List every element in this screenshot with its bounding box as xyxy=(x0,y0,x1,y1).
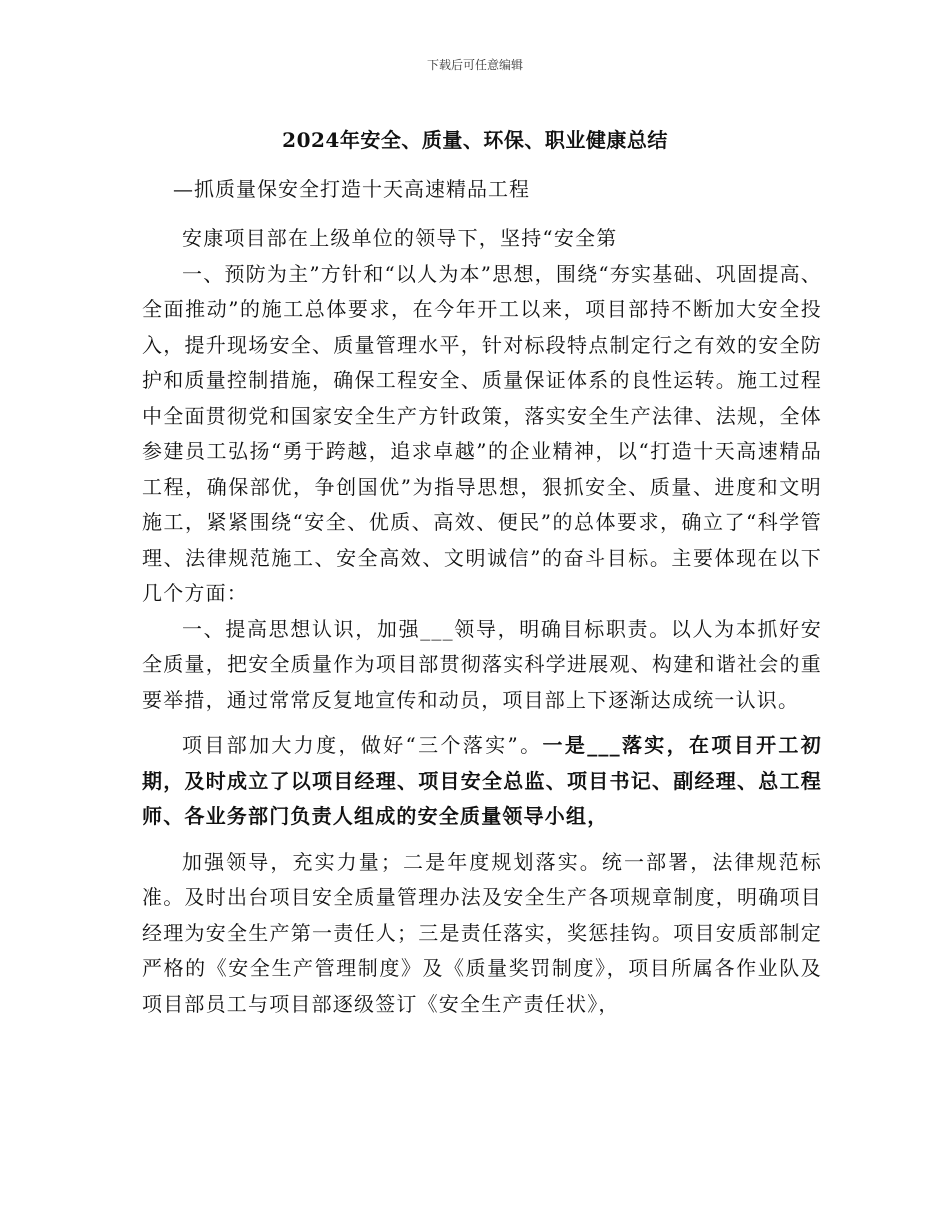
paragraph-leadership: 加强领导，充实力量；二是年度规划落实。统一部署，法律规范标准。及时出台项目安全质量管理办法及安全生产各项规章制度，明确项目经理为安全生产第一责任人；三是责任落实，奖惩挂钩。项目安质部制定严格的《安全生产管理制度》及《质量奖罚制度》，项目所属各作业队及项目部员工与项目部逐级签订《安全生产责任状》， xyxy=(142,849,822,1016)
document-subtitle: —抓质量保安全打造十天高速精品工程 xyxy=(173,177,530,201)
paragraph-section-one: 一、提高思想认识，加强___领导，明确目标职责。以人为本抓好安全质量，把安全质量作为项目部贯彻落实科学进展观、构建和谐社会的重要举措，通过常常反复地宣传和动员，项目部上下逐渐达成统一认识。 xyxy=(142,616,822,712)
document-title: 2024年安全、质量、环保、职业健康总结 xyxy=(282,128,668,152)
paragraph-three-implementations xyxy=(142,728,822,835)
document-body xyxy=(142,221,822,1022)
paragraph-policy: 一、预防为主”方针和“以人为本”思想，围绕“夯实基础、巩固提高、全面推动”的施工总体要求，在今年开工以来，项目部持不断加大安全投入，提升现场安全、质量管理水平，针对标段特点制定行之有效的安全防护和质量控制措施，确保工程安全、质量保证体系的良性运转。施工过程中全面贯彻党和国家安全生产方针政策，落实安全生产法律、法规，全体参建员工弘扬“勇于跨越，追求卓越”的企业精神，以“打造十天高速精品工程，确保部优，争创国优”为指导思想，狠抓安全、质量、进度和文明施工，紧紧围绕“安全、优质、高效、便民”的总体要求，确立了“科学管理、法律规范施工、安全高效、文明诚信”的奋斗目标。主要体现在以下几个方面： xyxy=(142,261,822,605)
page-header-note: 下载后可任意编辑 xyxy=(426,58,523,72)
paragraph-bold-text: 一是___落实，在项目开工初期，及时成立了以项目经理、项目安全总监、项目书记、副经理、总工程师、各业务部门负责人组成的安全质量领导小组， xyxy=(142,733,822,828)
paragraph-intro: 安康项目部在上级单位的领导下，坚持“安全第 xyxy=(182,226,618,250)
paragraph-normal-text: 项目部加大力度，做好“三个落实”。 xyxy=(182,733,543,757)
